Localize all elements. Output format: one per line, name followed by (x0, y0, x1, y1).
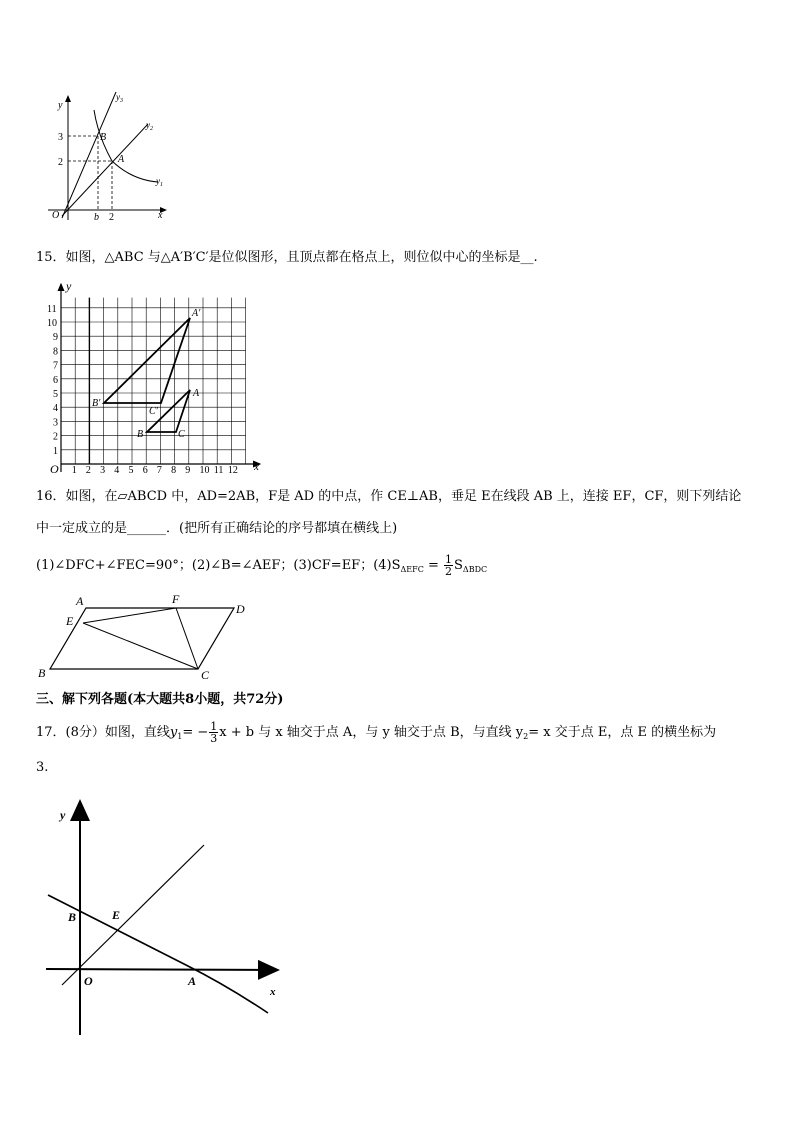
x-tick-label: 3 (100, 465, 106, 475)
q17-mid: x + b 与 x 轴交于点 A，与 y 轴交于点 B，与直线 y (219, 725, 524, 740)
figure-14 (36, 88, 176, 223)
y-tick-label: 1 (53, 445, 58, 457)
label-e: E (66, 614, 74, 628)
parallelogram-abcd (50, 608, 234, 669)
point-a-label: A (118, 154, 125, 165)
label-o: O (84, 974, 93, 988)
origin-label: O (50, 462, 59, 475)
question-17-line1 (36, 720, 716, 750)
fraction-one-third: $\frac{1}{3}$ (210, 720, 218, 745)
label-b-prime: B′ (92, 398, 101, 409)
x-tick-label: 12 (227, 465, 238, 475)
y-tick-label: 11 (47, 303, 57, 315)
label-y2: $y_2$ (146, 120, 153, 132)
segment-ef (83, 608, 176, 623)
question-16-line2: 中一定成立的是______．(把所有正确结论的序号都填在横线上) (36, 521, 398, 536)
q17-y2-sub: 2 (523, 732, 529, 741)
label-b: B (137, 429, 144, 440)
tick-y-2: 2 (58, 157, 63, 168)
q17-end: = x 交于点 E，点 E 的横坐标为 (528, 725, 717, 740)
y-axis-label: y (66, 280, 72, 293)
y-tick-label: 9 (53, 332, 58, 344)
label-b: B (68, 910, 77, 924)
label-a-prime: A′ (192, 308, 201, 319)
question-15-text: 15．如图，△ABC 与△A′B′C′是位似图形，且顶点都在格点上，则位似中心的坐标是__. (36, 250, 538, 265)
y-axis-label: y (58, 100, 63, 111)
label-d: D (236, 602, 245, 616)
figure-16-parallelogram (36, 593, 256, 683)
label-x: x (270, 986, 276, 998)
question-17-line2: 3. (36, 760, 49, 775)
y-tick-label: 3 (53, 417, 58, 429)
x-axis-label: x (158, 210, 163, 221)
y-tick-label: 2 (53, 431, 58, 443)
options-text: (1)∠DFC+∠FEC=90°；(2)∠B=∠AEF；(3)CF=EF；(4)S (36, 558, 401, 573)
y-tick-label: 4 (53, 403, 58, 415)
tick-y-3: 3 (58, 132, 63, 143)
figure-15-grid (36, 280, 266, 475)
q17-y1-sub: 1 (177, 732, 183, 741)
equals: = (427, 558, 439, 573)
origin-label: O (52, 210, 60, 221)
label-a: A (188, 974, 197, 988)
segment-fc (176, 608, 198, 669)
tick-x-b: b (94, 212, 99, 223)
label-c-prime: C′ (149, 406, 158, 417)
label-y3: $y_3$ (116, 92, 123, 104)
y-tick-label: 10 (47, 318, 57, 329)
label-a: A (193, 388, 200, 399)
q17-eq: = − (182, 725, 209, 740)
x-tick-label: 9 (185, 465, 191, 475)
x-axis-label: x (254, 461, 259, 473)
x-tick-label: 10 (199, 465, 210, 475)
line-y3 (62, 92, 116, 218)
x-tick-label: 11 (213, 465, 224, 475)
sub-efc: ΔEFC (400, 565, 424, 574)
label-a: A (76, 594, 84, 608)
y-tick-label: 8 (53, 346, 58, 358)
label-e: E (112, 908, 121, 922)
y-tick-label: 7 (53, 360, 58, 372)
x-tick-label: 4 (114, 465, 120, 475)
x-tick-label: 2 (85, 465, 91, 475)
s2: S (454, 558, 463, 573)
point-b-label: B (100, 132, 107, 143)
x-tick-label: 1 (71, 465, 77, 475)
tick-x-2: 2 (109, 212, 114, 223)
x-tick-label: 8 (171, 465, 177, 475)
label-c: C (201, 668, 210, 682)
q17-prefix: 17．(8分）如图，直线 (36, 725, 170, 740)
section-3-heading: 三、解下列各题(本大题共8小题，共72分) (36, 692, 284, 707)
y-tick-label: 5 (53, 389, 58, 400)
question-16-options (36, 552, 487, 584)
triangle-a-prime-b-prime-c-prime (104, 318, 190, 403)
label-b: B (38, 666, 46, 680)
q17-y1: y (169, 725, 178, 740)
x-tick-label: 7 (156, 465, 162, 475)
figure-17 (36, 795, 296, 1040)
label-y1: $y_1$ (156, 176, 163, 188)
question-16-line1: 16．如图，在▱ABCD 中，AD=2AB，F是 AD 的中点，作 CE⊥AB，垂足 E在线段 AB 上，连接 EF，CF，则下列结论 (36, 489, 742, 504)
grid (61, 298, 246, 464)
label-f: F (172, 593, 180, 606)
sub-bdc: ΔBDC (462, 565, 488, 574)
fraction-one-half: $\frac{1}{2}$ (445, 553, 453, 578)
x-tick-label: 6 (142, 465, 148, 475)
x-tick-label: 5 (128, 465, 134, 475)
label-c: C (178, 429, 185, 440)
segment-ec (83, 623, 198, 669)
y-tick-label: 6 (53, 374, 58, 386)
label-y: y (60, 808, 66, 822)
